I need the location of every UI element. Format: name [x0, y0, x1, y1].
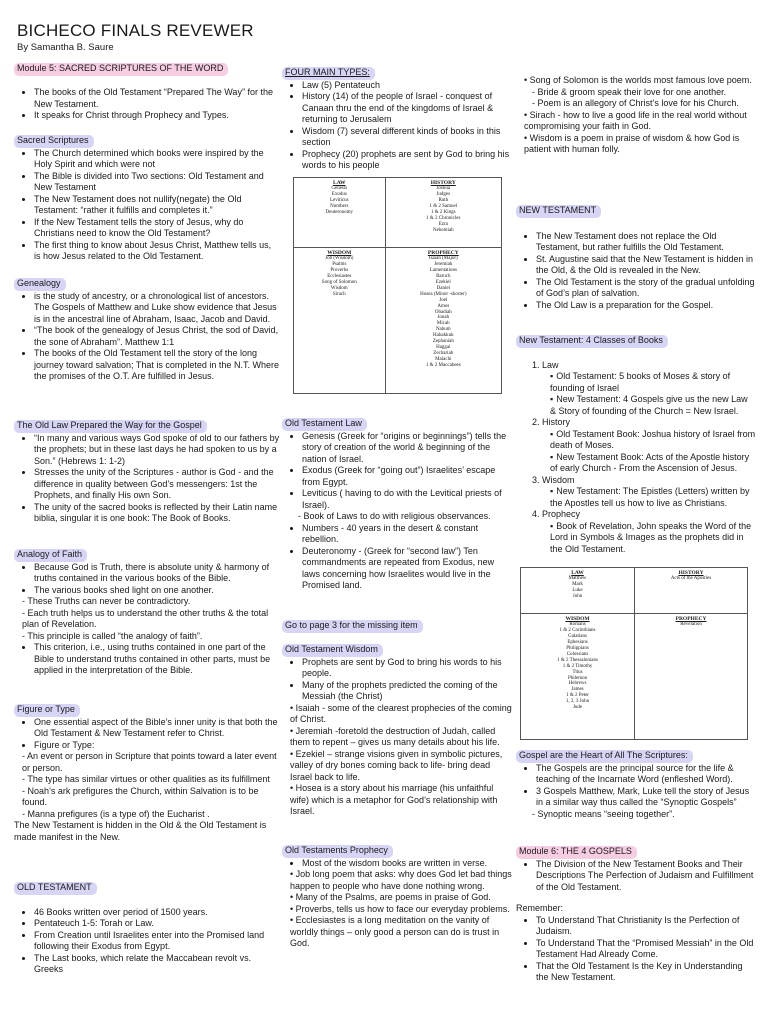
- nt-classes-heading: New Testament: 4 Classes of Books: [516, 335, 668, 348]
- book-name: Zephaniah: [432, 338, 454, 344]
- book-name: Malachi: [435, 356, 452, 362]
- book-name: Revelation: [680, 622, 702, 628]
- module6-heading: Module 6: THE 4 GOSPELS: [516, 846, 637, 859]
- book-name: Jude: [572, 704, 583, 710]
- list-item: • Leviticus ( having to do with the Levitical priests of Israel).: [302, 488, 512, 511]
- book-list: [638, 576, 744, 582]
- book-name: Psalms: [332, 262, 347, 268]
- book-name: 1, 2, 3 John: [565, 699, 590, 705]
- four-types-list: [282, 80, 512, 172]
- book-name: Luke: [572, 588, 583, 594]
- book-name: 1 & 2 Chronicles: [426, 215, 461, 221]
- book-name: Nahum: [435, 327, 451, 333]
- gospel-heart-text: - Synoptic means “seeing together”.: [532, 808, 675, 819]
- book-name: Daniel: [436, 285, 450, 291]
- list-item: • Prophets are sent by God to bring his words to his people.: [302, 657, 512, 680]
- list-item: • The first thing to know about Jesus Christ, Matthew tells us, is how Jesus related to the Old Testament.: [34, 240, 280, 263]
- gospel-heart-heading: Gospel are the Heart of All The Scriptures:: [516, 750, 693, 763]
- page-title: BICHECO FINALS REVEWER: [17, 21, 254, 40]
- figure-text: The New Testament is hidden in the Old & the Old Testament is made manifest in the New.: [14, 820, 267, 842]
- list-item: • That the Old Testament Is the Key in Understanding the New Testament.: [536, 961, 756, 984]
- wisdom-note: - Bride & groom speak their love for one another.: [532, 86, 727, 97]
- book-name: Hosea (Minor -shorter): [420, 291, 467, 297]
- genealogy-heading: Genealogy: [14, 278, 66, 291]
- four-types-heading: FOUR MAIN TYPES:: [282, 67, 375, 80]
- list-item: ▪ Old Testament: 5 books of Moses & story of founding of Israel: [550, 371, 756, 394]
- book-name: Philippians: [566, 646, 589, 652]
- list-item: • The various books shed light on one another.: [34, 585, 280, 597]
- book-name: Obadiah: [434, 309, 452, 315]
- book-list: [524, 622, 631, 710]
- book-name: Colossians: [566, 651, 589, 657]
- analogy-heading: Analogy of Faith: [14, 549, 87, 562]
- book-name: Sirach: [332, 291, 346, 297]
- book-name: Acts of the Apostles: [670, 576, 712, 582]
- book-name: Nehemiah: [433, 227, 454, 233]
- table-header: HISTORY: [678, 570, 704, 576]
- book-name: Ecclesiastes: [327, 274, 352, 280]
- book-name: Joel: [439, 297, 448, 303]
- list-item: • Exodus (Greek for “going out”) Israelites’ escape from Egypt.: [302, 465, 512, 488]
- nt-classes-list: [516, 360, 756, 556]
- old-testament-heading: OLD TESTAMENT: [14, 882, 97, 895]
- old-testament-books-table: [293, 177, 502, 394]
- list-item: • Because God is Truth, there is absolute unity & harmony of truths contained in the various books of the Bible.: [34, 562, 280, 585]
- figure-text: - Manna prefigures (is a type of) the Eucharist .: [22, 808, 210, 819]
- book-name: Judges: [436, 192, 451, 198]
- book-list: [389, 186, 498, 233]
- list-item: • The Last books, which relate the Maccabean revolt vs. Greeks: [34, 953, 280, 976]
- list-item: • The Church determined which books were inspired by the Holy Spirit and which were not: [34, 148, 280, 171]
- table-header: PROPHECY: [675, 616, 707, 622]
- list-item: ▪ Book of Revelation, John speaks the Word of the Lord in Symbols & Images as the prophets did in the Old Testament.: [550, 521, 756, 556]
- list-item: • Prophecy (20) prophets are sent by God to bring his words to his people: [302, 149, 512, 172]
- list-item: • The unity of the sacred books is reflected by their Latin name biblia, singular it is one book: The Book of Books.: [34, 502, 280, 525]
- book-name: Wisdom: [330, 285, 348, 291]
- new-testament-books-table: [520, 567, 748, 740]
- book-name: Ephesians: [567, 640, 588, 646]
- list-item: • Pentateuch 1-5: Torah or Law.: [34, 918, 280, 930]
- book-list: [638, 622, 744, 628]
- list-item: • This criterion, i.e., using truths contained in one part of the Bible to understand truths contained in other parts, must be applied in the interpretation of the Bible.: [34, 642, 280, 677]
- list-item: [542, 475, 756, 510]
- book-name: Hebrews: [568, 681, 587, 687]
- book-name: 1 & 2 Samuel: [429, 204, 458, 210]
- list-item: • The books of the Old Testament “Prepared The Way” for the New Testament.: [34, 87, 280, 110]
- ot-prophecy-text: • Proverbs, tells us how to face our everyday problems.: [290, 903, 510, 914]
- book-list: [389, 256, 498, 368]
- book-name: Ezekiel: [435, 280, 451, 286]
- new-testament-heading: NEW TESTAMENT: [516, 205, 601, 218]
- book-name: Habakkuk: [433, 333, 454, 339]
- module5-heading: Module 5: SACRED SCRIPTURES OF THE WORD: [14, 63, 228, 76]
- book-name: Zechariah: [433, 350, 454, 356]
- book-name: Haggai: [436, 344, 451, 350]
- book-name: Song of Solomon: [321, 280, 357, 286]
- book-name: Jeremiah: [434, 262, 453, 268]
- list-item: • One essential aspect of the Bible’s inner unity is that both the Old Testament & New Testament refer to Christ.: [34, 717, 280, 740]
- list-item: • Most of the wisdom books are written in verse.: [302, 858, 512, 870]
- figure-text: - An event or person in Scripture that points toward a later event or person.: [22, 751, 277, 773]
- book-name: Job (Wisdom): [325, 256, 354, 262]
- list-item: • Numbers - 40 years in the desert & constant rebellion.: [302, 523, 512, 546]
- wisdom-note: • Wisdom is a poem in praise of wisdom & how God is patient with human folly.: [524, 132, 740, 155]
- analogy-text: - This principle is called “the analogy of faith”.: [22, 630, 203, 641]
- list-item: • 3 Gospels Matthew, Mark, Luke tell the story of Jesus in a similar way thus called the “Synoptic Gospels”: [536, 786, 756, 809]
- book-name: Ezra: [438, 221, 448, 227]
- book-name: Matthew: [568, 576, 587, 582]
- list-item: • The Gospels are the principal source for the life & teaching of the Incarnate Word (enfleshed Word).: [536, 763, 756, 786]
- book-name: 1 & 2 Corinthians: [559, 628, 596, 634]
- list-item: • Deuteronomy - (Greek for “second law”) Ten commandments are repeated from Exodus, new laws concerning how Israelites would live in the Promised land.: [302, 546, 512, 592]
- book-name: Ruth: [438, 198, 449, 204]
- book-name: Numbers: [330, 204, 349, 210]
- list-item: • Law (5) Pentateuch: [302, 80, 512, 92]
- list-item: • The Old Testament is the story of the gradual unfolding of God’s plan of salvation.: [536, 277, 756, 300]
- book-list: [297, 186, 382, 215]
- book-name: Micah: [436, 321, 450, 327]
- analogy-text: - These Truths can never be contradictory.: [22, 596, 191, 607]
- ot-wisdom-heading: Old Testament Wisdom: [282, 644, 383, 657]
- wisdom-note: • Song of Solomon is the worlds most famous love poem.: [524, 75, 752, 85]
- list-item: • To Understand That Christianity Is the Perfection of Judaism.: [536, 915, 756, 938]
- book-name: Isaiah (Major): [428, 256, 458, 262]
- analogy-text: - Each truth helps us to understand the other truths & the total plan of Revelation.: [22, 607, 269, 630]
- table-header: LAW: [571, 570, 584, 576]
- list-item: • The Bible is divided into Two sections: Old Testament and New Testament: [34, 171, 280, 194]
- list-item: ▪ New Testament: The Epistles (Letters) written by the Apostles tell us how to live as Christians.: [550, 486, 756, 509]
- book-name: Philemon: [567, 675, 588, 681]
- list-item: • St. Augustine said that the New Testament is hidden in the Old, & the Old is revealed in the New.: [536, 254, 756, 277]
- class-history: History: [542, 417, 571, 428]
- ot-prophecy-text: • Job long poem that asks: why does God let bad things happen to people who have done nothing wrong.: [290, 869, 512, 891]
- book-list: [524, 576, 631, 600]
- missing-item-note: Go to page 3 for the missing item: [282, 620, 423, 633]
- list-item: • The Division of the New Testament Books and Their Descriptions The Perfection of Judaism and Fulfillment of the Old Testament.: [536, 859, 756, 894]
- wisdom-note: • Sirach - how to live a good life in the real world without compromising your faith in God.: [524, 109, 747, 132]
- remember-label: Remember:: [516, 903, 564, 914]
- old-testament-list: [14, 907, 280, 976]
- book-name: 1 & 2 Timothy: [562, 663, 593, 669]
- book-name: John: [572, 594, 583, 600]
- book-name: Joshua: [436, 186, 451, 192]
- old-law-list: [14, 433, 280, 525]
- book-name: 1 & 2 Thessalonians: [557, 657, 598, 663]
- list-item: • The New Testament does not replace the Old Testament, but rather fulfills the Old Testament.: [536, 231, 756, 254]
- book-name: James: [571, 687, 584, 693]
- book-name: Romans: [569, 622, 586, 628]
- table-header: HISTORY: [430, 180, 456, 186]
- list-item: [542, 417, 756, 475]
- class-wisdom: Wisdom: [542, 474, 575, 485]
- list-item: [542, 509, 756, 555]
- list-item: • Wisdom (7) several different kinds of books in this section: [302, 126, 512, 149]
- intro-list: [14, 87, 280, 122]
- table-header: LAW: [333, 180, 346, 186]
- list-item: ▪ New Testament: 4 Gospels give us the new Law & Story of founding of the Church = New Israel.: [550, 394, 756, 417]
- table-header: WISDOM: [565, 616, 590, 622]
- book-name: Galatians: [568, 634, 587, 640]
- list-item: • “In many and various ways God spoke of old to our fathers by the prophets; but in these last days he had spoken to us by a Son.” (Hebrews 1: 1-2): [34, 433, 280, 468]
- table-header: PROPHECY: [427, 250, 459, 256]
- book-name: Jonah: [437, 315, 450, 321]
- ot-wisdom-text: • Hosea is a story about his marriage (his unfaithful wife) which is a metaphor for God’s relationship with Israel.: [290, 783, 498, 817]
- list-item: [542, 360, 756, 418]
- list-item: • It speaks for Christ through Prophecy and Types.: [34, 110, 280, 122]
- ot-wisdom-text: • Ezekiel – strange visions given in symbolic pictures, valley of dry bones coming back to life- bring dead Israel back to life.: [290, 748, 503, 782]
- ot-wisdom-text: • Jeremiah -foretold the destruction of Judah, called them to repent – gives us many details about his life.: [290, 725, 500, 748]
- ot-law-heading: Old Testament Law: [282, 418, 367, 431]
- new-testament-list: [516, 231, 756, 312]
- book-name: Proverbs: [330, 268, 349, 274]
- list-item: • History (14) of the people of Israel - conquest of Canaan thru the end of the kingdoms of Israel & returning to Jerusalem: [302, 91, 512, 126]
- book-name: Genesis: [331, 186, 348, 192]
- old-law-heading: The Old Law Prepared the Way for the Gospel: [14, 420, 207, 433]
- sacred-scriptures-list: [14, 148, 280, 263]
- list-item: • The books of the Old Testament tell the story of the long journey toward salvation; That is completed in the N.T. Where the promises of the O.T. Are fulfilled in Jesus.: [34, 348, 280, 383]
- book-name: Amos: [437, 303, 450, 309]
- book-name: Titus: [572, 669, 583, 675]
- list-item: • Genesis (Greek for “origins or beginnings”) tells the story of creation of the world & beginning of the nation of Israel.: [302, 431, 512, 466]
- list-item: • To Understand That the “Promised Messiah” in the Old Testament Had Already Come.: [536, 938, 756, 961]
- book-name: 1 & 2 Peter: [566, 693, 589, 699]
- book-name: Lamentations: [429, 268, 457, 274]
- book-name: Mark: [572, 582, 583, 588]
- list-item: ▪ Old Testament Book: Joshua history of Israel from death of Moses.: [550, 429, 756, 452]
- book-name: Baruch: [436, 274, 451, 280]
- list-item: • Figure or Type:: [34, 740, 280, 752]
- wisdom-note: - Poem is an allegory of Christ’s love for his Church.: [532, 98, 739, 109]
- book-name: Leviticus: [330, 198, 349, 204]
- list-item: • From Creation until Israelites enter into the Promised land following their Exodus from Egypt.: [34, 930, 280, 953]
- book-name: 1 & 2 Kings: [431, 210, 456, 216]
- sacred-scriptures-heading: Sacred Scriptures: [14, 135, 94, 148]
- list-item: • The Old Law is a preparation for the Gospel.: [536, 300, 756, 312]
- list-item: • The New Testament does not nullify(negate) the Old Testament: “rather it fulfills and completes it.”: [34, 194, 280, 217]
- ot-law-text: - Book of Laws to do with religious observances.: [298, 511, 491, 522]
- list-item: • Stresses the unity of the Scriptures - author is God - and the difference in quality between God’s messengers: 1st the Prophets, and finally His own Son.: [34, 467, 280, 502]
- ot-wisdom-text: • Isaiah - some of the clearest prophecies of the coming of Christ.: [290, 702, 512, 725]
- list-item: • 46 Books written over period of 1500 years.: [34, 907, 280, 919]
- ot-prophecy-heading: Old Testaments Prophecy: [282, 845, 393, 858]
- list-item: ▪ New Testament Book: Acts of the Apostle history of early Church - From the Ascension of Jesus.: [550, 452, 756, 475]
- figure-text: - Noah’s ark prefigures the Church, within Salvation is to be found.: [22, 785, 259, 808]
- book-name: Deuteronomy: [325, 210, 354, 216]
- figure-text: - The type has similar virtues or other qualities as its fulfillment: [22, 774, 270, 785]
- table-header: WISDOM: [327, 250, 352, 256]
- list-item: • “The book of the genealogy of Jesus Christ, the sod of David, the sone of Abraham”. Matthew 1:1: [34, 325, 280, 348]
- genealogy-list: [14, 291, 280, 383]
- list-item: • is the study of ancestry, or a chronological list of ancestors. The Gospels of Matthew and Luke show evidence that Jesus is in the ancestral line of Abraham, Isaac, Jacob and David.: [34, 291, 280, 326]
- list-item: • If the New Testament tells the story of Jesus, why do Christians need to know the Old Testament?: [34, 217, 280, 240]
- book-name: 1 & 2 Maccabees: [425, 362, 461, 368]
- author: By Samantha B. Saure: [17, 42, 114, 53]
- class-law: Law: [542, 359, 559, 370]
- list-item: • Many of the prophets predicted the coming of the Messiah (the Christ): [302, 680, 512, 703]
- book-name: Exodus: [331, 192, 347, 198]
- class-prophecy: Prophecy: [542, 509, 581, 520]
- figure-type-heading: Figure or Type: [14, 704, 80, 717]
- book-list: [297, 256, 382, 297]
- ot-prophecy-text: • Many of the Psalms, are poems in praise of God.: [290, 892, 491, 903]
- ot-prophecy-text: • Ecclesiastes is a long meditation on the vanity of worldly things – only good a person can do is trust in God.: [290, 915, 500, 949]
